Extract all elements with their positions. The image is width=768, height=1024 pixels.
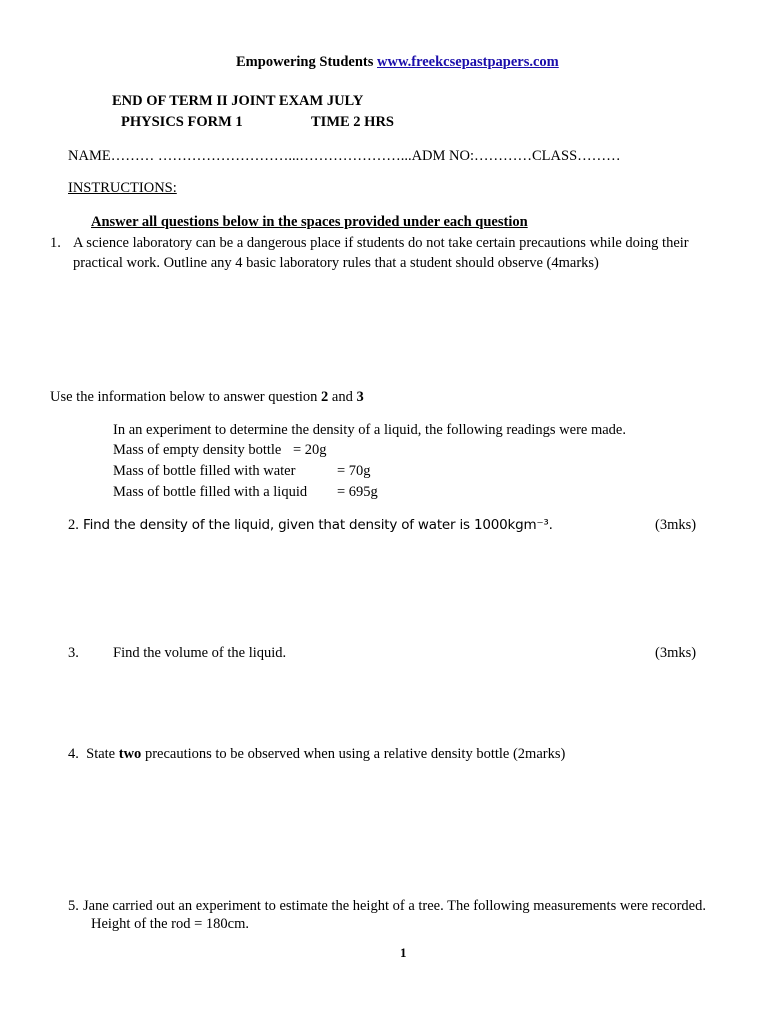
q1-line1: A science laboratory can be a dangerous place if students do not take certain precautions while doing their [73, 235, 689, 251]
reading-label-3: Mass of bottle filled with a liquid [113, 484, 308, 500]
experiment-text: In an experiment to determine the density of a liquid, the following readings were made. [113, 422, 626, 438]
info-and: and [328, 389, 357, 405]
exam-title: END OF TERM II JOINT EXAM JULY [112, 93, 364, 109]
header-line [236, 53, 559, 71]
q1-number: 1. [50, 235, 61, 251]
info-intro [50, 388, 364, 406]
q5-line1: Jane carried out an experiment to estimate the height of a tree. The following measurements were recorded. [83, 898, 706, 914]
website-link[interactable]: www.freekcsepastpapers.com [377, 54, 559, 70]
q1-line2: practical work. Outline any 4 basic laboratory rules that a student should observe (4marks) [73, 255, 599, 271]
reading-value-2: = 70g [337, 463, 371, 479]
q2-text: Find the density of the liquid, given that density of water is 1000kgm⁻³. [83, 517, 553, 533]
q4-bold: two [118, 746, 142, 762]
instructions-heading: INSTRUCTIONS: [68, 180, 177, 196]
info-q-a: 2 [321, 389, 329, 405]
q5-number: 5. [68, 898, 79, 914]
q4-number: 4. [68, 746, 79, 762]
reading-value-3: = 695g [337, 484, 378, 500]
q4-line [68, 745, 565, 763]
reading-label-1: Mass of empty density bottle [113, 442, 282, 458]
q4-text-after: precautions to be observed when using a relative density bottle (2marks) [141, 746, 566, 762]
info-q-b: 3 [356, 389, 364, 405]
q2-number: 2. [68, 517, 79, 533]
instructions-text: Answer all questions below in the spaces provided under each question [91, 214, 528, 230]
student-fields: NAME……… ………………………...…………………...ADM NO:…………CLASS……… [68, 148, 621, 164]
q5-line2: Height of the rod = 180cm. [91, 916, 249, 932]
q3-number: 3. [68, 645, 79, 661]
q2-marks: (3mks) [655, 517, 697, 533]
exam-time: TIME 2 HRS [311, 114, 394, 130]
header-tagline: Empowering Students [236, 54, 374, 70]
reading-value-1: = 20g [293, 442, 327, 458]
q4-text-before: State [86, 746, 119, 762]
exam-subject: PHYSICS FORM 1 [121, 114, 243, 130]
info-intro-text: Use the information below to answer question [50, 389, 322, 405]
q3-marks: (3mks) [655, 645, 697, 661]
reading-label-2: Mass of bottle filled with water [113, 463, 296, 479]
page-number: 1 [400, 945, 407, 960]
q3-text: Find the volume of the liquid. [113, 645, 287, 661]
